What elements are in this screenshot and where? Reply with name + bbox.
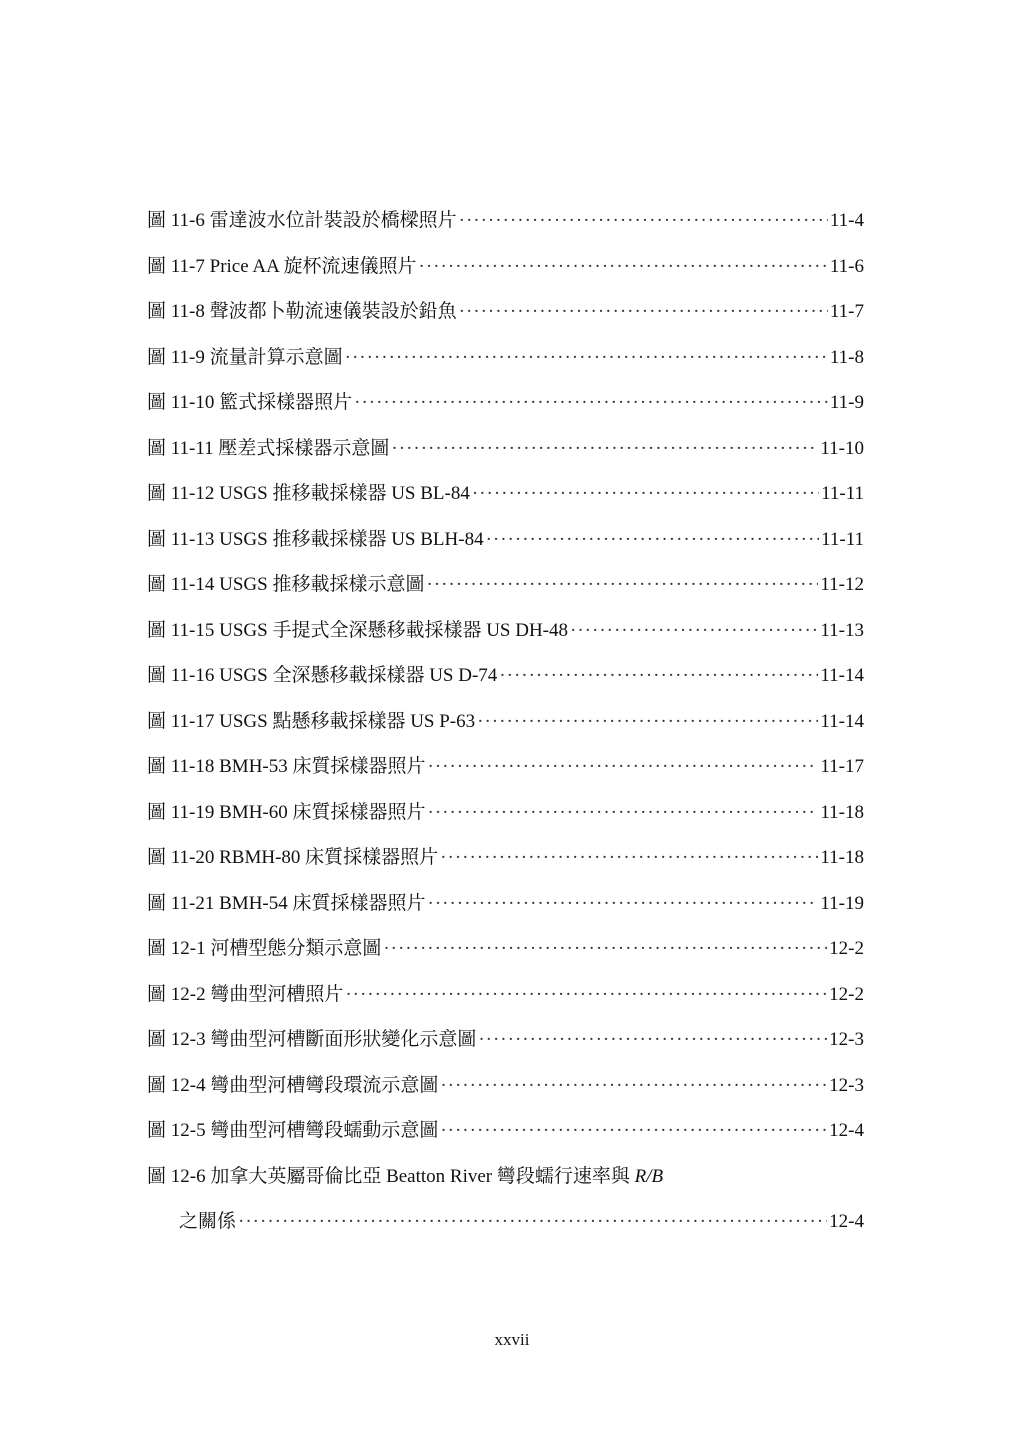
toc-entry: 圖 11-8 聲波都卜勒流速儀裝設於鉛魚 ····· 11-7 [147, 289, 864, 335]
toc-entry: 圖 11-12 USGS 推移載採樣器 US BL-84 ····· 11-11 [147, 471, 864, 517]
toc-entry: 圖 11-13 USGS 推移載採樣器 US BLH-84 ····· 11-11 [147, 517, 864, 563]
dot-leader [391, 426, 818, 472]
toc-entry: 圖 11-18 BMH-53 床質採樣器照片 ····· 11-17 [147, 744, 864, 790]
dot-leader [345, 335, 828, 381]
dot-leader [238, 1199, 827, 1245]
toc-entry: 圖 11-10 籃式採樣器照片 ····· 11-9 [147, 380, 864, 426]
dot-leader [354, 380, 828, 426]
dot-leader [477, 699, 818, 745]
toc-entry: 圖 11-15 USGS 手提式全深懸移載採樣器 US DH-48 ····· 11-13 [147, 608, 864, 654]
toc-entry: 圖 11-16 USGS 全深懸移載採樣器 US D-74 ····· 11-14 [147, 653, 864, 699]
toc-entry: 圖 11-9 流量計算示意圖 ····· 11-8 [147, 335, 864, 381]
toc-entry: 圖 11-11 壓差式採樣器示意圖 ····· 11-10 [147, 426, 864, 472]
dot-leader [345, 972, 827, 1018]
dot-leader [428, 790, 819, 836]
toc-entry: 圖 12-4 彎曲型河槽彎段環流示意圖 ····· 12-3 [147, 1063, 864, 1109]
dot-leader [570, 608, 818, 654]
toc-entry: 圖 11-20 RBMH-80 床質採樣器照片 ····· 11-18 [147, 835, 864, 881]
toc-entry: 圖 12-2 彎曲型河槽照片 ····· 12-2 [147, 972, 864, 1018]
dot-leader [499, 653, 818, 699]
dot-leader [383, 926, 827, 972]
dot-leader [419, 244, 828, 290]
toc-entry: 圖 11-7 Price AA 旋杯流速儀照片 ····· 11-6 [147, 244, 864, 290]
page-number: xxvii [494, 1330, 530, 1349]
dot-leader [459, 289, 828, 335]
dot-leader [426, 562, 818, 608]
dot-leader [486, 517, 820, 563]
dot-leader [472, 471, 819, 517]
dot-leader [428, 881, 819, 927]
toc-entry: 圖 11-21 BMH-54 床質採樣器照片 ····· 11-19 [147, 881, 864, 927]
toc-entry-multiline-first: 圖 12-6 加拿大英屬哥倫比亞 Beatton River 彎段蠕行速率與 R/B [147, 1165, 664, 1187]
toc-entry-multiline-second: 之關係 ····· 12-4 [147, 1199, 864, 1245]
dot-leader [440, 835, 818, 881]
dot-leader [459, 198, 828, 244]
toc-entry: 圖 12-1 河槽型態分類示意圖 ····· 12-2 [147, 926, 864, 972]
dot-leader [440, 1108, 827, 1154]
toc-entry: 圖 12-5 彎曲型河槽彎段蠕動示意圖 ····· 12-4 [147, 1108, 864, 1154]
toc-entry: 圖 11-17 USGS 點懸移載採樣器 US P-63 ····· 11-14 [147, 699, 864, 745]
table-of-figures [147, 198, 864, 1245]
toc-entry: 圖 11-14 USGS 推移載採樣示意圖 ····· 11-12 [147, 562, 864, 608]
dot-leader [440, 1063, 827, 1109]
dot-leader [478, 1017, 827, 1063]
dot-leader [428, 744, 819, 790]
toc-entry: 圖 11-19 BMH-60 床質採樣器照片 ····· 11-18 [147, 790, 864, 836]
toc-entry: 圖 12-3 彎曲型河槽斷面形狀變化示意圖 ····· 12-3 [147, 1017, 864, 1063]
toc-entry: 圖 11-6 雷達波水位計裝設於橋樑照片 ····· 11-4 [147, 198, 864, 244]
